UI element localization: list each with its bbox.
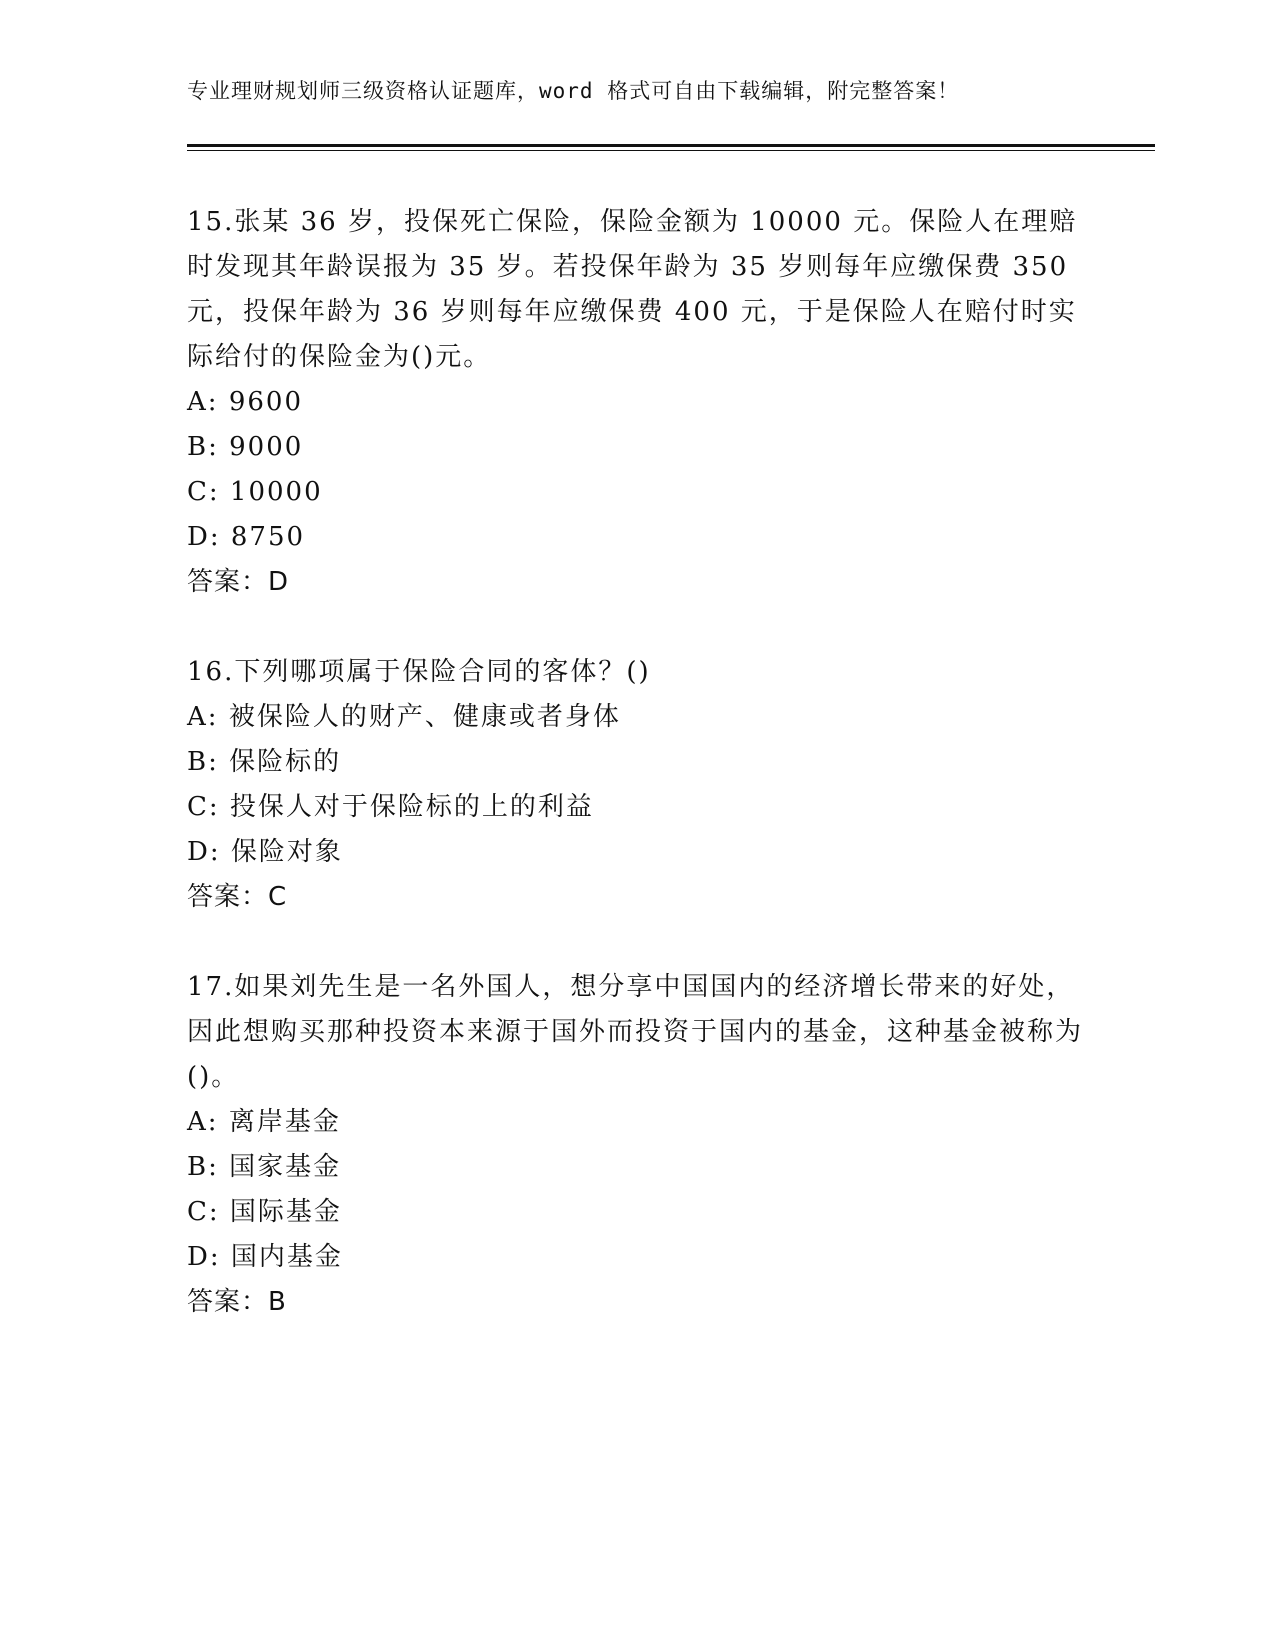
option-value: 离岸基金: [228, 1107, 341, 1137]
option-key: B:: [187, 1152, 219, 1182]
option-key: D:: [187, 1242, 221, 1272]
question-text: 17.如果刘先生是一名外国人，想分享中国国内的经济增长带来的好处，因此想购买那种投资本来源于国外而投资于国内的基金，这种基金被称为()。: [187, 972, 1084, 1092]
option-key: C:: [187, 1197, 220, 1227]
option-d: [187, 1235, 1087, 1280]
option-c: [187, 1190, 1087, 1235]
question-text: 16.下列哪项属于保险合同的客体？(): [187, 657, 651, 687]
option-value: 国际基金: [229, 1197, 342, 1227]
option-key: C:: [187, 477, 220, 507]
answer: 答案：C: [187, 882, 288, 912]
option-c: [187, 785, 1087, 830]
option-d: [187, 830, 1087, 875]
answer: 答案：B: [187, 1287, 287, 1317]
option-b: [187, 1145, 1087, 1190]
option-value: 10000: [229, 477, 323, 507]
answer: 答案：D: [187, 567, 290, 597]
option-value: 保险对象: [230, 837, 343, 867]
option-value: 被保险人的财产、健康或者身体: [228, 702, 621, 732]
option-value: 保险标的: [229, 747, 342, 777]
option-value: 8750: [230, 522, 306, 552]
option-key: B:: [187, 747, 219, 777]
option-a: [187, 380, 1087, 425]
question-text: 15.张某 36 岁，投保死亡保险，保险金额为 10000 元。保险人在理赔时发现其年龄误报为 35 岁。若投保年龄为 35 岁则每年应缴保费 350 元，投保年龄为 36 岁则每年应缴保费 400 元，于是保险人在赔付时实际给付的保险金为()元。: [187, 207, 1078, 372]
option-b: [187, 425, 1087, 470]
option-d: [187, 515, 1087, 560]
option-value: 国家基金: [229, 1152, 342, 1182]
option-a: [187, 695, 1087, 740]
question-17: [187, 965, 1087, 1325]
option-value: 9000: [229, 432, 304, 462]
option-key: D:: [187, 837, 221, 867]
option-value: 投保人对于保险标的上的利益: [229, 792, 594, 822]
option-a: [187, 1100, 1087, 1145]
option-value: 9600: [228, 387, 303, 417]
page-header: 专业理财规划师三级资格认证题库，word 格式可自由下载编辑，附完整答案！: [187, 79, 960, 103]
header-rule-thin: [187, 150, 1155, 151]
header-rule-thick: [187, 144, 1155, 147]
option-key: C:: [187, 792, 220, 822]
option-c: [187, 470, 1087, 515]
question-15: [187, 200, 1087, 605]
option-value: 国内基金: [230, 1242, 343, 1272]
option-key: A:: [187, 702, 219, 732]
option-key: A:: [187, 1107, 219, 1137]
option-key: D:: [187, 522, 221, 552]
option-key: B:: [187, 432, 219, 462]
option-b: [187, 740, 1087, 785]
option-key: A:: [187, 387, 219, 417]
question-16: [187, 650, 1087, 920]
